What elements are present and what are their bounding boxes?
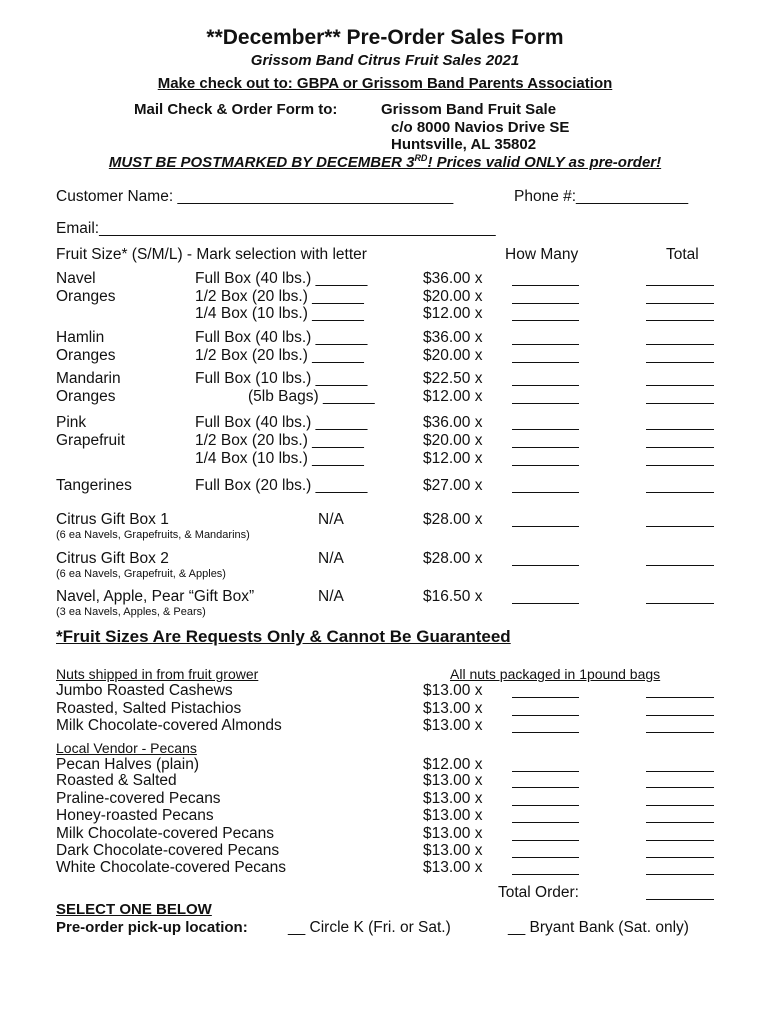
price: $20.00 x (423, 288, 483, 305)
gift-box-note: (6 ea Navels, Grapefruit, & Apples) (56, 568, 226, 580)
fruit-name: Mandarin (56, 370, 121, 387)
size-option[interactable]: Full Box (40 lbs.) ______ (195, 270, 368, 287)
gift-box-na: N/A (318, 511, 344, 528)
mail-name: Grissom Band Fruit Sale (381, 101, 557, 118)
fruit-name: Hamlin (56, 329, 105, 346)
total-blank[interactable] (646, 362, 714, 363)
nut-item: Pecan Halves (plain) (56, 756, 200, 773)
nut-item: Milk Chocolate-covered Almonds (56, 717, 282, 734)
total-blank[interactable] (646, 771, 714, 772)
how-many-blank[interactable] (512, 526, 579, 527)
how-many-blank[interactable] (512, 805, 579, 806)
how-many-blank[interactable] (512, 447, 579, 448)
total-blank[interactable] (646, 715, 714, 716)
how-many-blank[interactable] (512, 874, 579, 875)
fruit-name: Tangerines (56, 477, 132, 494)
how-many-blank[interactable] (512, 320, 579, 321)
pickup-label: Pre-order pick-up location: (56, 919, 248, 936)
total-blank[interactable] (646, 805, 714, 806)
total-blank[interactable] (646, 465, 714, 466)
total-blank[interactable] (646, 565, 714, 566)
email-field[interactable]: Email:______________________________________________ (56, 220, 496, 237)
total-blank[interactable] (646, 697, 714, 698)
nut-item: Praline-covered Pecans (56, 790, 221, 807)
mail-label: Mail Check & Order Form to: (134, 101, 338, 118)
gift-box-name: Citrus Gift Box 1 (56, 511, 169, 528)
nut-item: Dark Chocolate-covered Pecans (56, 842, 280, 859)
fruit-size-disclaimer: *Fruit Sizes Are Requests Only & Cannot Be Guaranteed (56, 627, 511, 646)
price: $20.00 x (423, 432, 483, 449)
form-subtitle: Grissom Band Citrus Fruit Sales 2021 (250, 52, 520, 69)
price: $22.50 x (423, 370, 483, 387)
size-option[interactable]: Full Box (40 lbs.) ______ (195, 414, 368, 431)
total-blank[interactable] (646, 285, 714, 286)
size-option[interactable]: 1/4 Box (10 lbs.) ______ (195, 450, 364, 467)
pickup-option-circle-k[interactable]: __ Circle K (Fri. or Sat.) (288, 919, 451, 936)
total-order-label: Total Order: (498, 884, 579, 901)
check-payable-line: Make check out to: GBPA or Grissom Band Parents Association (157, 75, 613, 92)
how-many-blank[interactable] (512, 285, 579, 286)
total-blank[interactable] (646, 344, 714, 345)
postmark-sup: RD (414, 153, 428, 163)
fruit-name: Oranges (56, 388, 116, 405)
price: $13.00 x (423, 772, 483, 789)
price: $12.00 x (423, 305, 483, 322)
total-blank[interactable] (646, 857, 714, 858)
price: $28.00 x (423, 550, 483, 567)
nut-item: White Chocolate-covered Pecans (56, 859, 287, 876)
how-many-blank[interactable] (512, 787, 579, 788)
size-option[interactable]: 1/4 Box (10 lbs.) ______ (195, 305, 364, 322)
how-many-blank[interactable] (512, 697, 579, 698)
gift-box-note: (6 ea Navels, Grapefruits, & Mandarins) (56, 529, 250, 541)
how-many-blank[interactable] (512, 603, 579, 604)
total-blank[interactable] (646, 385, 714, 386)
how-many-blank[interactable] (512, 857, 579, 858)
how-many-blank[interactable] (512, 303, 579, 304)
total-blank[interactable] (646, 603, 714, 604)
total-blank[interactable] (646, 429, 714, 430)
price: $28.00 x (423, 511, 483, 528)
price: $12.00 x (423, 450, 483, 467)
price: $12.00 x (423, 756, 483, 773)
how-many-blank[interactable] (512, 344, 579, 345)
nut-item: Roasted & Salted (56, 772, 177, 789)
total-blank[interactable] (646, 822, 714, 823)
nut-item: Honey-roasted Pecans (56, 807, 214, 824)
price: $13.00 x (423, 842, 483, 859)
nut-item: Milk Chocolate-covered Pecans (56, 825, 274, 842)
price: $13.00 x (423, 807, 483, 824)
size-option[interactable]: 1/2 Box (20 lbs.) ______ (195, 432, 364, 449)
postmark-before: MUST BE POSTMARKED BY DECEMBER 3 (108, 154, 415, 171)
how-many-blank[interactable] (512, 429, 579, 430)
how-many-blank[interactable] (512, 362, 579, 363)
size-option[interactable]: Full Box (20 lbs.) ______ (195, 477, 368, 494)
gift-box-na: N/A (318, 550, 344, 567)
price: $13.00 x (423, 859, 483, 876)
price: $13.00 x (423, 700, 483, 717)
total-blank[interactable] (646, 447, 714, 448)
how-many-blank[interactable] (512, 822, 579, 823)
fruit-size-header: Fruit Size* (S/M/L) - Mark selection with letter (56, 246, 367, 263)
nut-item: Roasted, Salted Pistachios (56, 700, 242, 717)
how-many-blank[interactable] (512, 403, 579, 404)
total-blank[interactable] (646, 732, 714, 733)
total-blank[interactable] (646, 403, 714, 404)
fruit-name: Oranges (56, 347, 116, 364)
price: $13.00 x (423, 825, 483, 842)
how-many-blank[interactable] (512, 385, 579, 386)
postmark-deadline (0, 153, 770, 171)
gift-box-note: (3 ea Navels, Apples, & Pears) (56, 606, 206, 618)
size-option[interactable]: 1/2 Box (20 lbs.) ______ (195, 347, 364, 364)
price: $27.00 x (423, 477, 483, 494)
fruit-name: Navel (56, 270, 96, 287)
postmark-after: ! Prices valid ONLY as pre-order! (427, 154, 662, 171)
total-blank[interactable] (646, 787, 714, 788)
price: $36.00 x (423, 329, 483, 346)
size-option[interactable]: Full Box (10 lbs.) ______ (195, 370, 368, 387)
fruit-name: Oranges (56, 288, 116, 305)
price: $13.00 x (423, 682, 483, 699)
how-many-blank[interactable] (512, 465, 579, 466)
select-one-heading: SELECT ONE BELOW (56, 901, 212, 918)
price: $36.00 x (423, 270, 483, 287)
price: $13.00 x (423, 717, 483, 734)
total-blank[interactable] (646, 526, 714, 527)
total-blank[interactable] (646, 840, 714, 841)
form-title: **December** Pre-Order Sales Form (206, 26, 564, 49)
how-many-blank[interactable] (512, 565, 579, 566)
phone-field[interactable]: Phone #:_____________ (514, 188, 689, 205)
grower-heading: Nuts shipped in from fruit grower (56, 666, 259, 682)
packaged-heading: All nuts packaged in 1pound bags (450, 666, 661, 682)
price: $12.00 x (423, 388, 483, 405)
fruit-name: Grapefruit (56, 432, 125, 449)
total-order-blank[interactable] (646, 899, 714, 900)
size-option[interactable]: (5lb Bags) ______ (248, 388, 375, 405)
total-blank[interactable] (646, 303, 714, 304)
customer-name-field[interactable]: Customer Name: ________________________________ (56, 188, 454, 205)
fruit-name: Pink (56, 414, 87, 431)
how-many-blank[interactable] (512, 715, 579, 716)
price: $13.00 x (423, 790, 483, 807)
mail-street: c/o 8000 Navios Drive SE (391, 119, 570, 136)
how-many-blank[interactable] (512, 771, 579, 772)
how-many-header: How Many (505, 246, 579, 263)
total-blank[interactable] (646, 492, 714, 493)
nut-item: Jumbo Roasted Cashews (56, 682, 233, 699)
pickup-option-bryant-bank[interactable]: __ Bryant Bank (Sat. only) (508, 919, 689, 936)
gift-box-name: Navel, Apple, Pear “Gift Box” (56, 588, 255, 605)
total-blank[interactable] (646, 320, 714, 321)
price: $16.50 x (423, 588, 483, 605)
how-many-blank[interactable] (512, 492, 579, 493)
mail-city: Huntsville, AL 35802 (391, 136, 537, 153)
price: $36.00 x (423, 414, 483, 431)
size-option[interactable]: 1/2 Box (20 lbs.) ______ (195, 288, 364, 305)
total-blank[interactable] (646, 874, 714, 875)
gift-box-na: N/A (318, 588, 344, 605)
vendor-heading: Local Vendor - Pecans (56, 740, 197, 756)
how-many-blank[interactable] (512, 840, 579, 841)
size-option[interactable]: Full Box (40 lbs.) ______ (195, 329, 368, 346)
how-many-blank[interactable] (512, 732, 579, 733)
price: $20.00 x (423, 347, 483, 364)
gift-box-name: Citrus Gift Box 2 (56, 550, 169, 567)
total-header: Total (666, 246, 699, 263)
